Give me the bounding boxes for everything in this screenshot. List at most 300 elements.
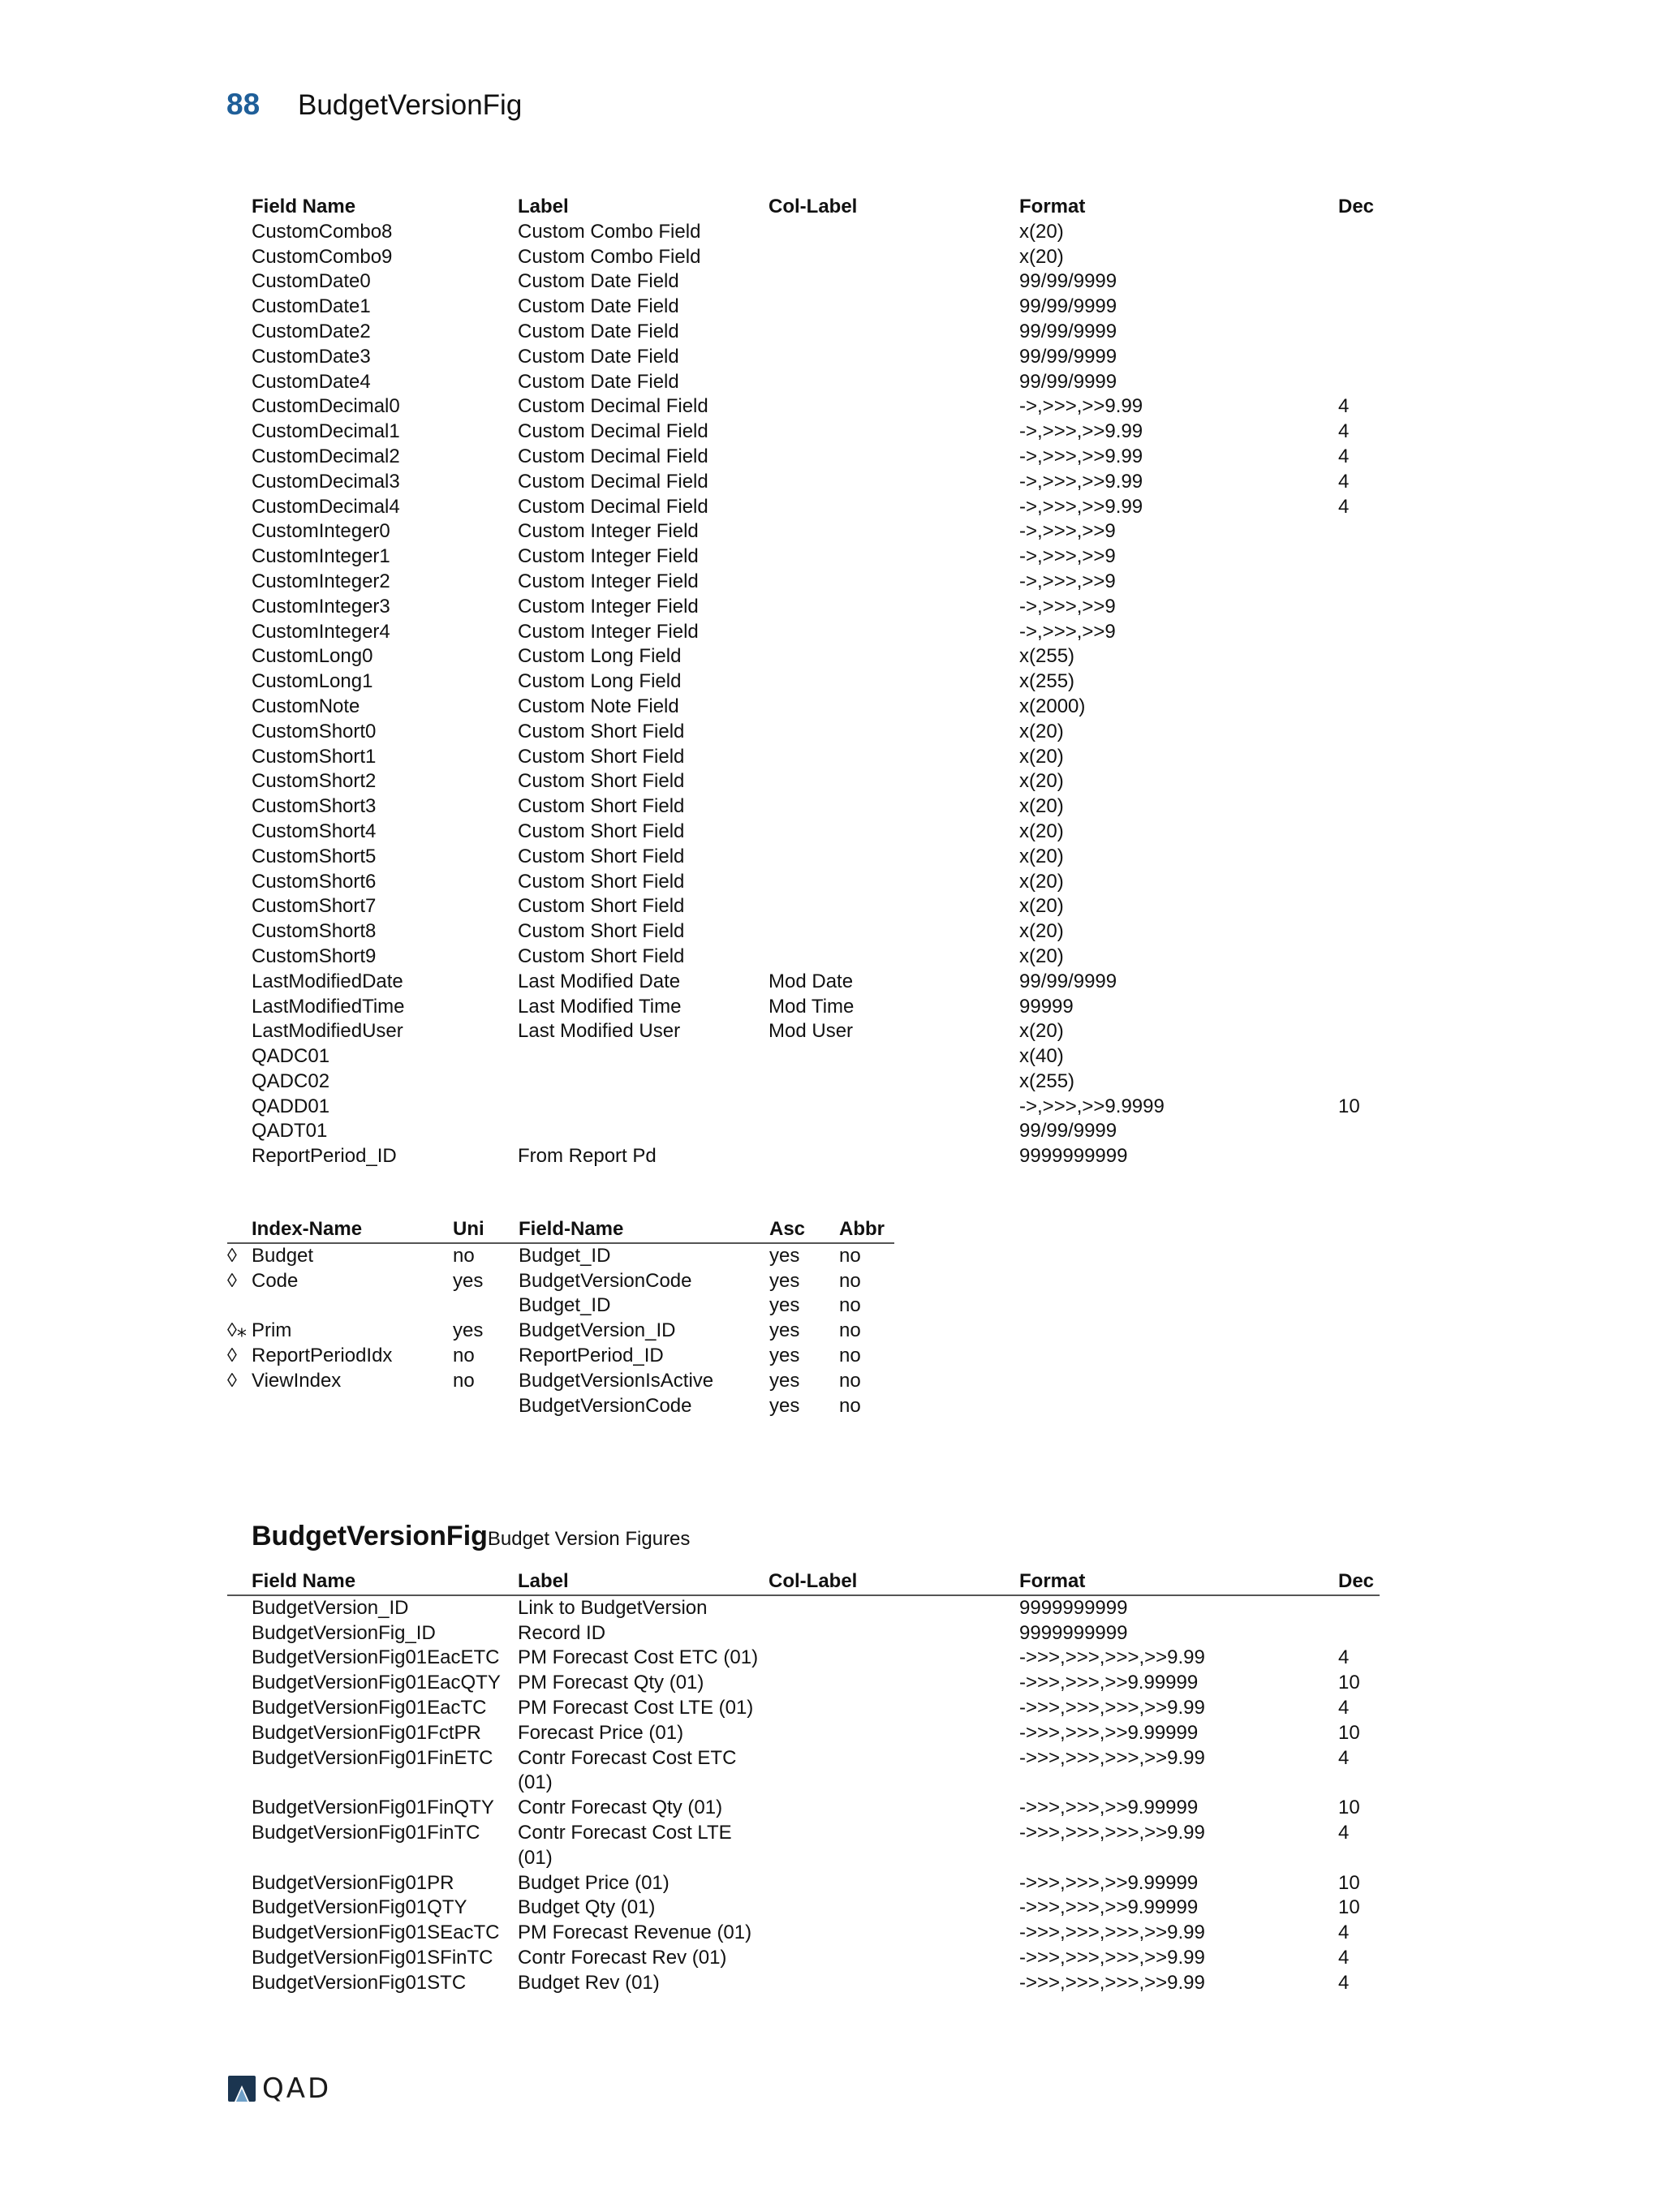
field-col-label (769, 1646, 1019, 1671)
table-row (227, 1621, 1380, 1646)
index-abbr: no (839, 1344, 861, 1366)
field-col-label (769, 870, 1019, 895)
field-col-label (769, 295, 1019, 320)
index-marker-icon: ◊ (227, 1244, 237, 1267)
field-format: 99/99/9999 (1019, 270, 1117, 293)
row-spacer (227, 320, 252, 345)
row-spacer (227, 1646, 252, 1671)
table-row (227, 1044, 1380, 1069)
index-table (227, 1217, 894, 1418)
field-dec: 10 (1338, 1797, 1360, 1819)
field-label: Last Modified Date (518, 970, 681, 992)
field-name: QADC01 (252, 1045, 330, 1068)
field-dec (1338, 1044, 1380, 1069)
field-col-label (769, 495, 1019, 520)
field-dec: 4 (1338, 495, 1350, 518)
field-format: x(20) (1019, 795, 1064, 818)
field-label (518, 1069, 769, 1095)
field-dec (1338, 320, 1380, 345)
field-label: PM Forecast Qty (01) (518, 1672, 704, 1694)
field-name: BudgetVersionFig01FctPR (252, 1721, 481, 1744)
index-name: Budget (252, 1244, 314, 1267)
field-format: ->,>>>,>>9 (1019, 520, 1116, 543)
field-dec: 10 (1338, 1095, 1360, 1117)
index-unique: yes (453, 1269, 484, 1292)
field-label: Budget Qty (01) (518, 1896, 656, 1919)
row-spacer (227, 544, 252, 570)
field-name: BudgetVersionFig01FinQTY (252, 1797, 494, 1819)
field-format: ->>>,>>>,>>>,>>9.99 (1019, 1821, 1205, 1844)
field-name: CustomShort8 (252, 920, 377, 943)
table-row (227, 1671, 1380, 1696)
row-spacer (227, 1119, 252, 1144)
field-label: Contr Forecast Rev (01) (518, 1946, 727, 1969)
field-col-label (769, 945, 1019, 970)
index-field-name: BudgetVersionIsActive (519, 1369, 714, 1392)
field-name: BudgetVersion_ID (252, 1596, 409, 1619)
field-format: x(255) (1019, 670, 1075, 693)
qad-logo-text: QAD (262, 2072, 332, 2105)
row-spacer (227, 1871, 252, 1896)
index-abbr: no (839, 1269, 861, 1292)
field-format: 99/99/9999 (1019, 320, 1117, 342)
field-name: CustomShort9 (252, 945, 377, 967)
field-format: 9999999999 (1019, 1596, 1128, 1619)
row-spacer (227, 370, 252, 395)
index-field-name: Budget_ID (519, 1244, 611, 1267)
table-row (227, 1921, 1380, 1946)
field-format: x(255) (1019, 645, 1075, 668)
table-row (227, 1796, 1380, 1821)
row-spacer (227, 595, 252, 620)
field-dec (1338, 995, 1380, 1020)
field-dec: 4 (1338, 1696, 1350, 1719)
field-col-label (769, 669, 1019, 695)
field-col-label (769, 1946, 1019, 1971)
field-col-label: Mod Time (769, 995, 855, 1018)
field-col-label (769, 245, 1019, 270)
field-dec (1338, 1621, 1380, 1646)
header-format: Format (1019, 196, 1086, 217)
field-col-label (769, 1621, 1019, 1646)
field-name: CustomShort6 (252, 870, 377, 893)
field-name: QADT01 (252, 1120, 328, 1143)
field-name: CustomShort3 (252, 795, 377, 818)
field-dec (1338, 720, 1380, 745)
row-spacer (227, 794, 252, 820)
field-col-label (769, 894, 1019, 919)
field-col-label (769, 1796, 1019, 1821)
qad-logo-icon (226, 2074, 257, 2103)
index-field-name: BudgetVersionCode (519, 1269, 692, 1292)
field-name: BudgetVersionFig01EacQTY (252, 1672, 501, 1694)
field-col-label (769, 570, 1019, 595)
field-name: LastModifiedDate (252, 970, 403, 992)
row-spacer (227, 945, 252, 970)
row-spacer (227, 394, 252, 420)
row-spacer (227, 669, 252, 695)
field-format: ->,>>>,>>9.99 (1019, 420, 1143, 443)
field-dec (1338, 295, 1380, 320)
field-dec (1338, 345, 1380, 370)
table-row (227, 1293, 894, 1319)
field-name: CustomDate1 (252, 295, 371, 318)
row-spacer (227, 245, 252, 270)
field-dec: 10 (1338, 1721, 1360, 1744)
field-name: LastModifiedUser (252, 1020, 403, 1043)
table-row (227, 1069, 1380, 1095)
field-col-label (769, 519, 1019, 544)
index-abbr: no (839, 1319, 861, 1342)
index-name: Prim (252, 1319, 292, 1342)
field-label (518, 1095, 769, 1120)
field-format: x(20) (1019, 1020, 1064, 1043)
qad-logo (226, 2072, 331, 2105)
field-name: BudgetVersionFig_ID (252, 1621, 436, 1644)
field-format: x(20) (1019, 920, 1064, 943)
field-label: Custom Combo Field (518, 220, 701, 243)
index-unique: no (453, 1344, 475, 1366)
field-col-label (769, 919, 1019, 945)
field-col-label (769, 320, 1019, 345)
field-col-label (769, 269, 1019, 295)
header-spacer (227, 1217, 252, 1243)
field-dec (1338, 820, 1380, 845)
section-title (252, 1521, 690, 1552)
field-dec (1338, 919, 1380, 945)
table-row (227, 1269, 894, 1294)
field-label: Custom Combo Field (518, 245, 701, 268)
field-label: Budget Rev (01) (518, 1971, 660, 1994)
field-format: ->,>>>,>>9.99 (1019, 470, 1143, 493)
field-label: Last Modified User (518, 1020, 681, 1043)
field-label: Custom Date Field (518, 295, 679, 318)
field-format: 99/99/9999 (1019, 970, 1117, 992)
field-col-label: Mod User (769, 1020, 854, 1043)
field-col-label (769, 820, 1019, 845)
field-format: ->,>>>,>>9.99 (1019, 495, 1143, 518)
index-unique: no (453, 1369, 475, 1392)
index-field-name: ReportPeriod_ID (519, 1344, 664, 1366)
row-spacer (227, 1019, 252, 1044)
row-spacer (227, 620, 252, 645)
field-format: ->>>,>>>,>>>,>>9.99 (1019, 1746, 1205, 1769)
field-dec (1338, 695, 1380, 720)
field-name: BudgetVersionFig01SFinTC (252, 1946, 493, 1969)
row-spacer (227, 820, 252, 845)
field-format: 9999999999 (1019, 1621, 1128, 1644)
table-row (227, 1821, 1380, 1871)
field-name: CustomCombo9 (252, 245, 393, 268)
field-name: BudgetVersionFig01FinETC (252, 1746, 493, 1769)
header-col-label: Col-Label (769, 196, 858, 217)
field-col-label (769, 1821, 1019, 1871)
table-row (227, 220, 1380, 245)
table-row (227, 1971, 1380, 1996)
field-label: Contr Forecast Cost ETC (01) (518, 1746, 737, 1794)
field-dec (1338, 544, 1380, 570)
field-label: Custom Short Field (518, 795, 685, 818)
index-asc: yes (769, 1294, 800, 1317)
row-spacer (227, 745, 252, 770)
index-field-name: Budget_ID (519, 1294, 611, 1317)
header-uni: Uni (453, 1217, 519, 1243)
field-name: LastModifiedTime (252, 995, 405, 1018)
field-format: x(40) (1019, 1045, 1064, 1068)
table-row (227, 919, 1380, 945)
field-format: ->,>>>,>>9 (1019, 570, 1116, 592)
field-format: x(255) (1019, 1069, 1075, 1092)
row-spacer (227, 1095, 252, 1120)
field-col-label (769, 695, 1019, 720)
field-dec (1338, 519, 1380, 544)
index-marker-icon: ◊ (227, 1269, 237, 1292)
field-format: ->>>,>>>,>>9.99999 (1019, 1871, 1199, 1894)
table-row (227, 794, 1380, 820)
row-spacer (227, 995, 252, 1020)
field-format: 99999 (1019, 995, 1074, 1018)
field-label: PM Forecast Revenue (01) (518, 1922, 752, 1944)
field-name: QADC02 (252, 1069, 330, 1092)
field-name: CustomShort5 (252, 845, 377, 867)
field-format: x(20) (1019, 945, 1064, 967)
field-format: ->>>,>>>,>>9.99999 (1019, 1896, 1199, 1919)
field-format: ->>>,>>>,>>>,>>9.99 (1019, 1971, 1205, 1994)
row-spacer (227, 1621, 252, 1646)
row-spacer (227, 1921, 252, 1946)
header-field-name: Field Name (252, 196, 356, 217)
table-row (227, 320, 1380, 345)
field-format: ->,>>>,>>9.99 (1019, 395, 1143, 418)
field-col-label (769, 720, 1019, 745)
field-format: 99/99/9999 (1019, 1120, 1117, 1143)
table-row (227, 394, 1380, 420)
field-format: ->>>,>>>,>>>,>>9.99 (1019, 1922, 1205, 1944)
row-spacer (227, 1069, 252, 1095)
table-row (227, 495, 1380, 520)
field-label: Custom Long Field (518, 670, 682, 693)
field-dec (1338, 570, 1380, 595)
field-col-label (769, 1921, 1019, 1946)
field-label: Custom Date Field (518, 370, 679, 393)
field-name: QADD01 (252, 1095, 330, 1117)
field-col-label (769, 794, 1019, 820)
index-unique (453, 1394, 519, 1419)
field-format: ->,>>>,>>9 (1019, 545, 1116, 568)
row-spacer (227, 1721, 252, 1746)
field-dec: 10 (1338, 1672, 1360, 1694)
row-spacer (227, 220, 252, 245)
field-label: Forecast Price (01) (518, 1721, 684, 1744)
index-abbr: no (839, 1294, 861, 1317)
field-dec: 4 (1338, 1821, 1350, 1844)
field-label: Custom Integer Field (518, 545, 699, 568)
row-spacer (227, 894, 252, 919)
field-format: ->,>>>,>>9 (1019, 595, 1116, 618)
index-asc: yes (769, 1394, 800, 1417)
table-row (227, 695, 1380, 720)
field-label: Last Modified Time (518, 995, 682, 1018)
header-label: Label (518, 196, 569, 217)
field-dec: 4 (1338, 395, 1350, 418)
table-row (227, 669, 1380, 695)
row-spacer (227, 644, 252, 669)
table-row (227, 845, 1380, 870)
field-col-label (769, 370, 1019, 395)
row-spacer (227, 1144, 252, 1169)
field-dec: 4 (1338, 1646, 1350, 1669)
index-name: Code (252, 1269, 299, 1292)
field-name: CustomShort4 (252, 820, 377, 842)
field-dec: 4 (1338, 470, 1350, 493)
row-spacer (227, 1896, 252, 1921)
index-name: ReportPeriodIdx (252, 1344, 393, 1366)
field-name: BudgetVersionFig01PR (252, 1871, 454, 1894)
field-dec (1338, 1144, 1380, 1169)
field-dec: 4 (1338, 420, 1350, 443)
row-spacer (227, 445, 252, 470)
field-label: Custom Decimal Field (518, 420, 708, 443)
section-description: Budget Version Figures (487, 1528, 691, 1550)
index-marker-icon: ◊⁎ (227, 1319, 247, 1342)
table-row (227, 1095, 1380, 1120)
field-name: CustomDate2 (252, 320, 371, 342)
field-col-label (769, 220, 1019, 245)
row-spacer (227, 495, 252, 520)
field-dec: 10 (1338, 1871, 1360, 1894)
field-col-label (769, 470, 1019, 495)
field-name: BudgetVersionFig01SEacTC (252, 1922, 500, 1944)
fields-table-2 (227, 1569, 1380, 1996)
index-unique: yes (453, 1319, 484, 1342)
header-spacer (227, 195, 252, 220)
field-dec (1338, 669, 1380, 695)
table-row (227, 745, 1380, 770)
field-dec: 10 (1338, 1896, 1360, 1919)
table-row (227, 870, 1380, 895)
table-row (227, 470, 1380, 495)
field-label: PM Forecast Cost ETC (01) (518, 1646, 759, 1669)
field-col-label (769, 595, 1019, 620)
field-dec (1338, 220, 1380, 245)
field-label: Custom Date Field (518, 270, 679, 293)
field-col-label (769, 769, 1019, 794)
table-header-row (227, 195, 1380, 220)
field-col-label (769, 1119, 1019, 1144)
field-format: ->>>,>>>,>>9.99999 (1019, 1672, 1199, 1694)
field-col-label (769, 345, 1019, 370)
field-name: CustomInteger2 (252, 570, 390, 592)
row-spacer (227, 970, 252, 995)
field-label: Link to BudgetVersion (518, 1596, 708, 1619)
row-spacer (227, 919, 252, 945)
field-name: CustomDecimal1 (252, 420, 400, 443)
field-dec (1338, 870, 1380, 895)
table-row (227, 570, 1380, 595)
row-spacer (227, 870, 252, 895)
field-col-label (769, 1595, 1019, 1621)
table-row (227, 295, 1380, 320)
field-dec (1338, 644, 1380, 669)
field-format: x(20) (1019, 820, 1064, 842)
field-name: CustomInteger1 (252, 545, 390, 568)
fields-table-1 (227, 195, 1380, 1169)
field-label: Custom Integer Field (518, 620, 699, 643)
field-label: Custom Short Field (518, 845, 685, 867)
field-col-label (769, 445, 1019, 470)
field-name: CustomInteger4 (252, 620, 390, 643)
field-label: Budget Price (01) (518, 1871, 670, 1894)
header-field-name: Field Name (252, 1569, 518, 1595)
row-spacer (227, 1671, 252, 1696)
table-row (227, 620, 1380, 645)
index-abbr: no (839, 1244, 861, 1267)
table-row (227, 894, 1380, 919)
table-row (227, 519, 1380, 544)
field-label: Custom Decimal Field (518, 470, 708, 493)
index-marker-icon: ◊ (227, 1344, 237, 1366)
field-label: Custom Integer Field (518, 520, 699, 543)
field-name: CustomCombo8 (252, 220, 393, 243)
field-format: x(20) (1019, 745, 1064, 768)
field-dec (1338, 894, 1380, 919)
field-col-label (769, 644, 1019, 669)
field-col-label (769, 1871, 1019, 1896)
field-format: x(20) (1019, 720, 1064, 742)
table-row (227, 1946, 1380, 1971)
table-row (227, 820, 1380, 845)
field-col-label (769, 745, 1019, 770)
table-row (227, 995, 1380, 1020)
field-format: x(2000) (1019, 695, 1086, 717)
index-marker-icon: ◊ (227, 1369, 237, 1392)
index-marker-icon (227, 1394, 252, 1419)
field-dec: 4 (1338, 1971, 1350, 1994)
field-col-label (769, 1746, 1019, 1797)
field-dec (1338, 794, 1380, 820)
index-asc: yes (769, 1244, 800, 1267)
table-row (227, 1344, 894, 1369)
field-label: Custom Short Field (518, 720, 685, 742)
field-name: CustomDate0 (252, 270, 371, 293)
table-row (227, 345, 1380, 370)
table-row (227, 1243, 894, 1269)
table-row (227, 269, 1380, 295)
table-row (227, 595, 1380, 620)
header-abbr: Abbr (839, 1217, 894, 1243)
field-label: Custom Short Field (518, 820, 685, 842)
row-spacer (227, 1971, 252, 1996)
index-asc: yes (769, 1369, 800, 1392)
field-label: Custom Short Field (518, 895, 685, 918)
row-spacer (227, 470, 252, 495)
field-format: x(20) (1019, 895, 1064, 918)
field-dec: 4 (1338, 1746, 1350, 1769)
field-dec (1338, 620, 1380, 645)
row-spacer (227, 1696, 252, 1721)
section-name: BudgetVersionFig (252, 1521, 488, 1551)
field-dec (1338, 595, 1380, 620)
field-label: Custom Long Field (518, 645, 682, 668)
row-spacer (227, 769, 252, 794)
table-row (227, 370, 1380, 395)
field-format: ->,>>>,>>9.9999 (1019, 1095, 1165, 1117)
field-col-label (769, 1671, 1019, 1696)
field-label: Custom Date Field (518, 345, 679, 368)
field-label: Custom Decimal Field (518, 495, 708, 518)
row-spacer (227, 720, 252, 745)
field-label (518, 1044, 769, 1069)
